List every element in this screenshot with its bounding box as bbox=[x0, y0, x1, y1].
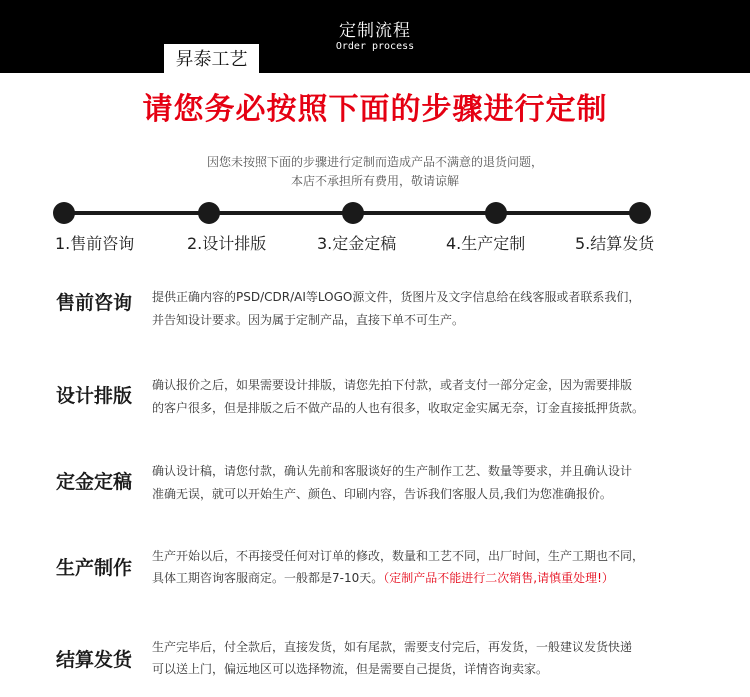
step-label-3: 3.定金定稿 bbox=[317, 234, 397, 253]
section-text: 准确无误，就可以开始生产、颜色、印刷内容，告诉我们客服人员,我们为您准确报价。 bbox=[152, 487, 612, 501]
notice-line-2: 本店不承担所有费用，敬请谅解 bbox=[290, 174, 459, 188]
section-text-span: 具体工期咨询客服商定。一般都是7-10天。 bbox=[152, 571, 384, 585]
section-title-design: 设计排版 bbox=[56, 385, 133, 407]
header-subtitle: Order process bbox=[335, 41, 415, 52]
brand-tab: 昇泰工艺 bbox=[164, 44, 259, 73]
step-label-1: 1.售前咨询 bbox=[55, 234, 135, 253]
timeline-dot bbox=[629, 202, 651, 224]
header-title: 定制流程 bbox=[339, 21, 411, 41]
section-text: 提供正确内容的PSD/CDR/AI等LOGO源文件，货图片及文字信息给在线客服或者联系我们， bbox=[152, 290, 641, 304]
step-label-5: 5.结算发货 bbox=[575, 234, 655, 253]
section-text: 可以送上门，偏远地区可以选择物流，但是需要自己提货，详情咨询卖家。 bbox=[152, 662, 549, 676]
section-title-presale: 售前咨询 bbox=[56, 292, 133, 314]
timeline-dot bbox=[485, 202, 507, 224]
section-text: 的客户很多，但是排版之后不做产品的人也有很多，收取定金实属无奈，订金直接抵押货款。 bbox=[152, 401, 645, 415]
section-text: 确认设计稿，请您付款，确认先前和客服谈好的生产制作工艺、数量等要求，并且确认设计 bbox=[152, 464, 633, 478]
timeline-dot bbox=[342, 202, 364, 224]
section-text: 生产开始以后，不再接受任何对订单的修改，数量和工艺不同，出厂时间，生产工期也不同， bbox=[152, 549, 645, 563]
production-warning: （定制产品不能进行二次销售,请慎重处理!） bbox=[383, 571, 614, 585]
step-label-2: 2.设计排版 bbox=[187, 234, 267, 253]
section-text: 确认报价之后，如果需要设计排版，请您先拍下付款，或者支付一部分定金，因为需要排版 bbox=[152, 378, 633, 392]
section-text bbox=[152, 569, 614, 586]
notice-line-1: 因您未按照下面的步骤进行定制而造成产品不满意的退货问题， bbox=[206, 155, 543, 169]
main-heading: 请您务必按照下面的步骤进行定制 bbox=[142, 92, 608, 127]
section-title-deposit: 定金定稿 bbox=[56, 471, 133, 493]
timeline-dot bbox=[198, 202, 220, 224]
section-text: 生产完毕后，付全款后，直接发货，如有尾款，需要支付完后，再发货，一般建议发货快递 bbox=[152, 640, 633, 654]
timeline-dot bbox=[53, 202, 75, 224]
section-text: 并告知设计要求。因为属于定制产品，直接下单不可生产。 bbox=[152, 313, 465, 327]
step-label-4: 4.生产定制 bbox=[446, 234, 526, 253]
section-title-settlement: 结算发货 bbox=[56, 649, 133, 671]
section-title-production: 生产制作 bbox=[56, 557, 133, 579]
